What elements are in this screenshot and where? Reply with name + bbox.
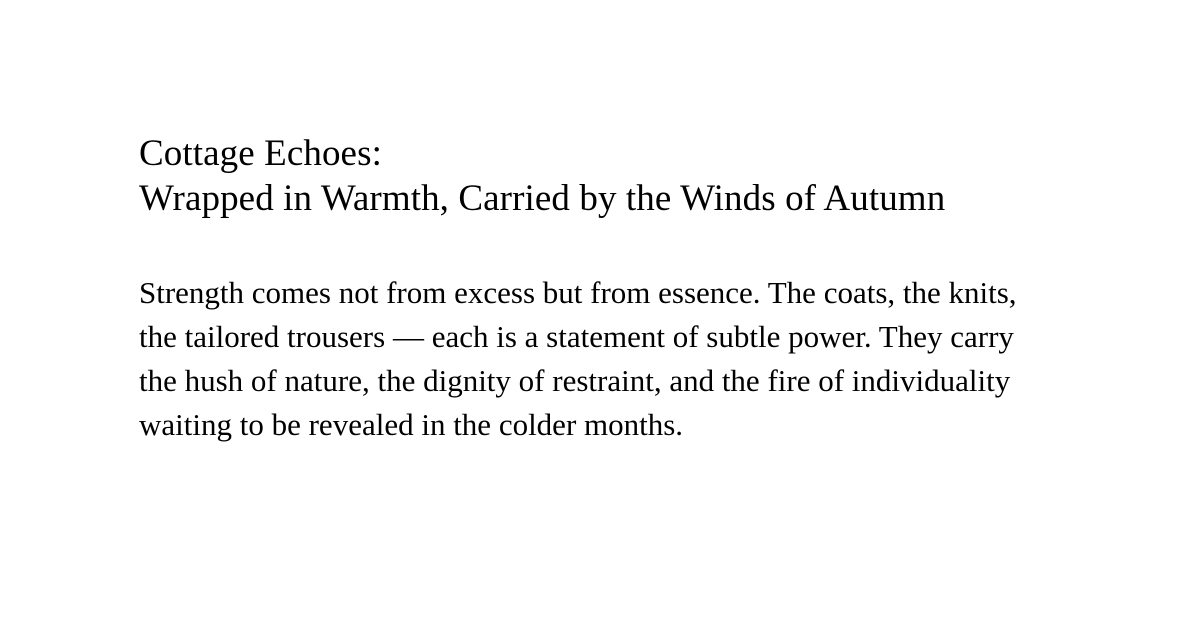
title-line-secondary: Wrapped in Warmth, Carried by the Winds of Autumn	[139, 178, 946, 219]
text-content-block	[139, 131, 1059, 478]
page-title	[139, 131, 1059, 221]
title-line-primary: Cottage Echoes:	[139, 133, 382, 174]
body-paragraph: Strength comes not from excess but from essence. The coats, the knits, the tailored trousers — each is a statement of subtle power. They carry the hush of nature, the dignity of restraint, and the fire of individuality waiting to be revealed in the colder months.	[139, 275, 1017, 442]
